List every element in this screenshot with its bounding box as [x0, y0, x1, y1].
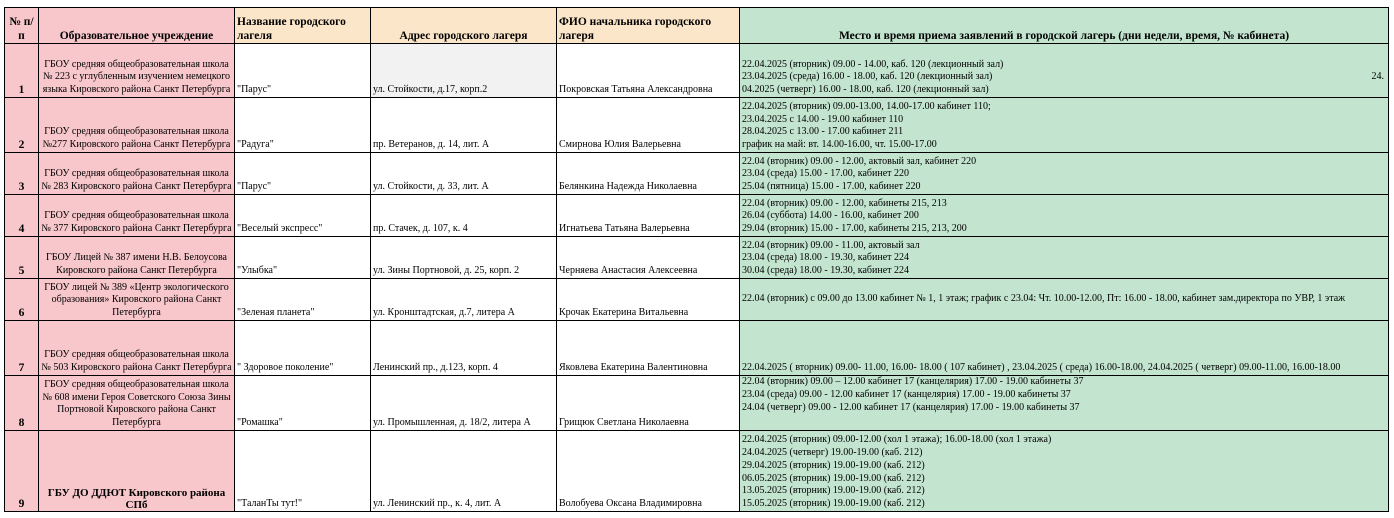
schedule-line: 22.04 (вторник) 09.00 – 12.00 кабинет 17 (канцелярия) 17.00 - 19.00 кабинеты 37 — [742, 376, 1084, 387]
camp-director: Покровская Татьяна Александровна — [557, 44, 740, 98]
table-row — [5, 195, 1389, 237]
camp-director: Игнатьева Татьяна Валерьевна — [557, 195, 740, 237]
header-address: Адрес городского лагеря — [371, 8, 557, 44]
row-number: 2 — [5, 98, 39, 153]
camp-name: "Ромашка" — [235, 376, 371, 431]
camp-director: Смирнова Юлия Валерьевна — [557, 98, 740, 153]
camp-name: "ТаланТы тут!" — [235, 431, 371, 512]
camp-name: " Здоровое поколение" — [235, 321, 371, 376]
school-name: ГБОУ Лицей № 387 имени Н.В. Белоусова Кировского района Санкт Петербурга — [39, 237, 235, 279]
application-schedule — [740, 237, 1389, 279]
application-schedule — [740, 376, 1389, 431]
schedule-line: 25.04 (пятница) 15.00 - 17.00, кабинет 220 — [742, 181, 921, 193]
schedule-line: 04.2025 (четверг) 16.00 - 18.00, каб. 120 (лекционный зал) — [742, 84, 989, 96]
application-schedule — [740, 279, 1389, 321]
schedule-line: 23.04 (среда) 15.00 - 17.00, кабинет 220 — [742, 168, 910, 180]
camp-name: "Улыбка" — [235, 237, 371, 279]
camp-address: ул. Промышленная, д. 18/2, литера А — [371, 376, 557, 431]
school-name: ГБОУ средняя общеобразовательная школа № 223 с углубленным изучением немецкого языка Кировского района Санкт Петербурга — [39, 44, 235, 98]
header-row — [5, 8, 1389, 44]
application-schedule — [740, 431, 1389, 512]
header-camp-name: Название городского лагеля — [235, 8, 371, 44]
schedule-line: 29.04.2025 (вторник) 19.00-19.00 (каб. 212) — [742, 459, 925, 471]
table-row — [5, 153, 1389, 195]
row-number: 4 — [5, 195, 39, 237]
camp-address: Ленинский пр., д.123, корп. 4 — [371, 321, 557, 376]
row-number: 9 — [5, 431, 39, 512]
camp-address: пр. Ветеранов, д. 14, лит. А — [371, 98, 557, 153]
row-number: 3 — [5, 153, 39, 195]
table-row — [5, 431, 1389, 512]
row-number: 5 — [5, 237, 39, 279]
school-name: ГБОУ средняя общеобразовательная школа № 608 имени Героя Советского Союза Зины Портновой Кировского района Санкт Петербурга — [39, 376, 235, 431]
application-schedule — [740, 44, 1389, 98]
schedule-line: 22.04.2025 (вторник) 09.00-12.00 (хол 1 этажа); 16.00-18.00 (хол 1 этажа) — [742, 434, 1052, 446]
table-row — [5, 237, 1389, 279]
header-time: Место и время приема заявлений в городской лагерь (дни недели, время, № кабинета) — [740, 8, 1389, 44]
schedule-line: 23.04.2025 с 14.00 - 19.00 кабинет 110 — [742, 113, 904, 125]
camps-table — [4, 7, 1389, 512]
camp-address: ул. Кронштадтская, д.7, литера А — [371, 279, 557, 321]
table-row — [5, 376, 1389, 431]
camp-name: "Зеленая планета" — [235, 279, 371, 321]
row-number: 7 — [5, 321, 39, 376]
camp-name: "Парус" — [235, 44, 371, 98]
row-number: 6 — [5, 279, 39, 321]
header-director: ФИО начальника городского лагеря — [557, 8, 740, 44]
schedule-line: 30.04 (среда) 18.00 - 19.30, кабинет 224 — [742, 265, 910, 277]
table-row — [5, 98, 1389, 153]
schedule-line: 24.04.2025 (четверг) 19.00-19.00 (каб. 212) — [742, 447, 923, 459]
camp-director: Крочак Екатерина Витальевна — [557, 279, 740, 321]
camp-director: Яковлева Екатерина Валентиновна — [557, 321, 740, 376]
school-name: ГБУ ДО ДДЮТ Кировского района СПб — [39, 431, 235, 512]
schedule-line: 26.04 (суббота) 14.00 - 16.00, кабинет 200 — [742, 210, 919, 222]
schedule-line: 28.04.2025 с 13.00 - 17.00 кабинет 211 — [742, 126, 904, 138]
schedule-line: 22.04.2025 ( вторник) 09.00- 11.00, 16.00- 18.00 ( 107 кабинет) , 23.04.2025 ( среда) 16.00-18.00, 24.04.2025 ( четверг) 09.00-11.00, 16.00-18.00 — [742, 362, 1341, 374]
schedule-line: 22.04 (вторник) 09.00 - 12.00, кабинеты 215, 213 — [742, 197, 947, 209]
camp-address: ул. Стойкости, д.17, корп.2 — [371, 44, 557, 98]
camp-address: ул. Стойкости, д. 33, лит. А — [371, 153, 557, 195]
school-name: ГБОУ лицей № 389 «Центр экологического образования» Кировского района Санкт Петербурга — [39, 279, 235, 321]
table-row — [5, 321, 1389, 376]
school-name: ГБОУ средняя общеобразовательная школа № 503 Кировского района Санкт Петербурга — [39, 321, 235, 376]
schedule-line: 23.04 (среда) 18.00 - 19.30, кабинет 224 — [742, 252, 910, 264]
camp-address: ул. Ленинский пр., к. 4, лит. А — [371, 431, 557, 512]
camp-name: "Веселый экспресс" — [235, 195, 371, 237]
school-name: ГБОУ средняя общеобразовательная школа № 283 Кировского района Санкт Петербурга — [39, 153, 235, 195]
school-name: ГБОУ средняя общеобразовательная школа №277 Кировского района Санкт Петербурга — [39, 98, 235, 153]
header-num: № п/п — [5, 8, 39, 44]
schedule-line: 22.04.2025 (вторник) 09.00 - 14.00, каб. 120 (лекционный зал) — [742, 58, 1004, 70]
schedule-line: 24.04 (четверг) 09.00 - 12.00 кабинет 17 (канцелярия) 17.00 - 19.00 кабинеты 37 — [742, 401, 1080, 413]
schedule-line: 29.04 (вторник) 15.00 - 17.00, кабинеты 215, 213, 200 — [742, 223, 967, 235]
application-schedule — [740, 195, 1389, 237]
camp-director: Волобуева Оксана Владимировна — [557, 431, 740, 512]
schedule-line: 22.04 (вторник) 09.00 - 12.00, актовый зал, кабинет 220 — [742, 155, 977, 167]
table-row — [5, 44, 1389, 98]
schedule-line: 13.05.2025 (вторник) 19.00-19.00 (каб. 212) — [742, 485, 925, 497]
schedule-line: 23.04.2025 (среда) 16.00 - 18.00, каб. 120 (лекционный зал) 24. — [742, 71, 1384, 83]
application-schedule — [740, 321, 1389, 376]
table-row — [5, 279, 1389, 321]
camp-director: Черняева Анастасия Алексеевна — [557, 237, 740, 279]
schedule-line: 23.04 (среда) 09.00 - 12.00 кабинет 17 (канцелярия) 17.00 - 19.00 кабинеты 37 — [742, 388, 1071, 400]
row-number: 1 — [5, 44, 39, 98]
row-number: 8 — [5, 376, 39, 431]
table-body — [5, 44, 1389, 512]
camp-director: Грищюк Светлана Николаевна — [557, 376, 740, 431]
school-name: ГБОУ средняя общеобразовательная школа № 377 Кировского района Санкт Петербурга — [39, 195, 235, 237]
application-schedule — [740, 153, 1389, 195]
schedule-line: 22.04 (вторник) с 09.00 до 13.00 кабинет № 1, 1 этаж; график с 23.04: Чт. 10.00-12.00, Пт: 16.00 - 18.00, кабинет зам.директора по УВР, 1 этаж — [742, 293, 1346, 305]
schedule-line: 06.05.2025 (вторник) 19.00-19.00 (каб. 212) — [742, 472, 925, 484]
schedule-line: 22.04 (вторник) 09.00 - 11.00, актовый зал — [742, 239, 920, 251]
schedule-line-fragment: 24. — [1371, 71, 1384, 83]
camp-director: Белянкина Надежда Николаевна — [557, 153, 740, 195]
camp-name: "Парус" — [235, 153, 371, 195]
schedule-line: график на май: вт. 14.00-16.00, чт. 15.00-17.00 — [742, 139, 937, 151]
schedule-line: 15.05.2025 (вторник) 19.00-19.00 (каб. 212) — [742, 498, 925, 510]
application-schedule — [740, 98, 1389, 153]
header-org: Образовательное учреждение — [39, 8, 235, 44]
schedule-line: 22.04.2025 (вторник) 09.00-13.00, 14.00-17.00 кабинет 110; — [742, 100, 991, 112]
camp-address: пр. Стачек, д. 107, к. 4 — [371, 195, 557, 237]
camp-name: "Радуга" — [235, 98, 371, 153]
camp-address: ул. Зины Портновой, д. 25, корп. 2 — [371, 237, 557, 279]
